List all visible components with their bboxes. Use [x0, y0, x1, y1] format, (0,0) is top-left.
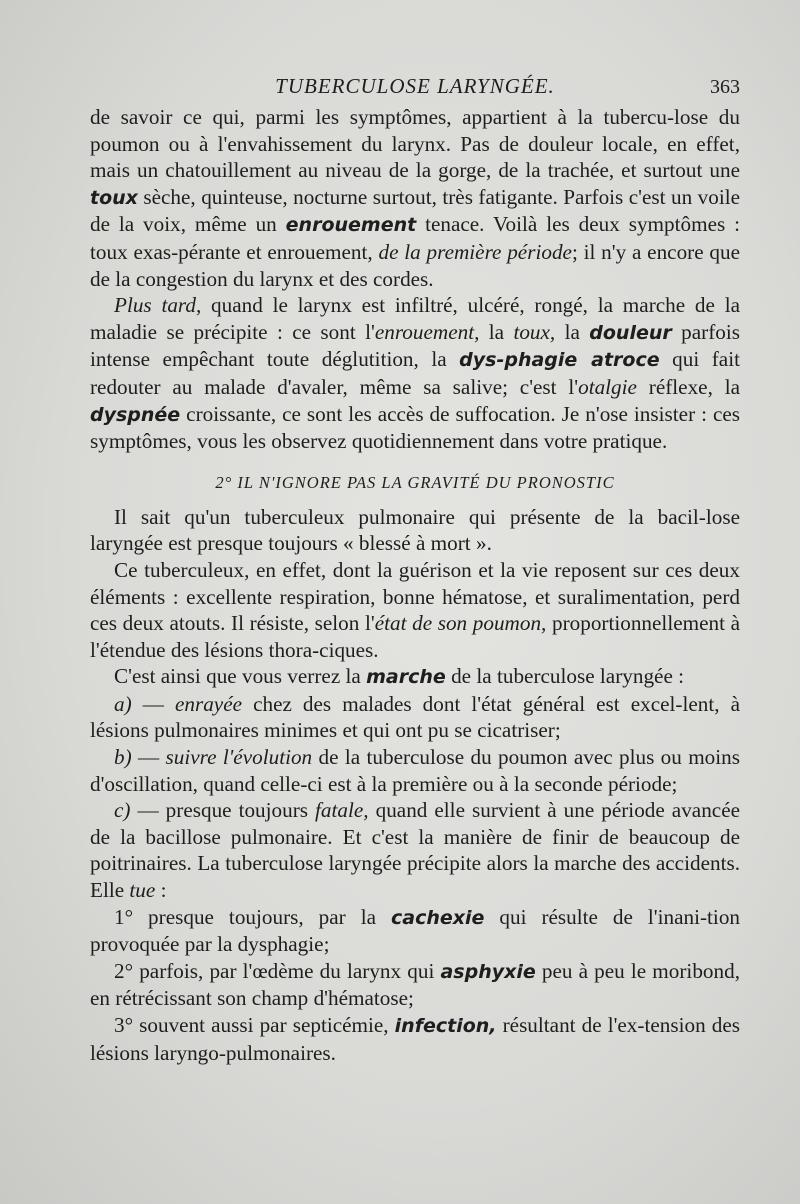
text-run: de savoir ce qui, parmi les symptômes, appartient à la tubercu-lose du poumon ou à l'envahissement du larynx. Pas de douleur locale, en effet, mais un chatouillement au niveau de la gorge, de la trachée, et surtout une — [90, 105, 740, 183]
list-item-2 — [90, 958, 740, 1012]
paragraph-1 — [90, 104, 740, 292]
text-run: croissante, ce sont les accès de suffocation. Je n'ose insister : ces symptômes, vous les observez quotidiennement dans votre pratique. — [90, 401, 740, 454]
list-item-c — [90, 797, 740, 903]
text-run: : — [155, 878, 167, 903]
emphasis-douleur: douleur — [589, 321, 672, 344]
italic-tue: tue — [129, 878, 156, 903]
text-run: de la tuberculose laryngée : — [445, 664, 685, 689]
list-marker: c) — [114, 798, 131, 823]
text-run: 2° parfois, par l'œdème du larynx qui — [114, 958, 441, 983]
emphasis-infection: infection, — [394, 1015, 497, 1037]
list-item-b — [90, 744, 740, 797]
paragraph-5 — [90, 663, 740, 691]
paragraph-4 — [90, 557, 740, 663]
emphasis-dysphagie-atroce: dys-phagie atroce — [459, 349, 660, 372]
text-run: — — [131, 691, 175, 716]
emphasis-dyspnee: dyspnée — [90, 403, 181, 426]
text-run: ; il n'y a encore que de la congestion du larynx et des cordes. — [90, 239, 741, 291]
text-run: 3° souvent aussi par septicémie, — [114, 1013, 395, 1037]
italic-toux: toux, — [513, 319, 556, 344]
italic-suivre-evolution: suivre l'évolution — [165, 745, 313, 770]
emphasis-enrouement: enrouement — [285, 214, 417, 237]
text-run: 1° presque toujours, par la — [114, 904, 391, 929]
italic-otalgie: otalgie — [578, 374, 637, 399]
paragraph-3: Il sait qu'un tuberculeux pulmonaire qui présente de la bacil-lose laryngée est presque toujours « blessé à mort ». — [90, 504, 740, 556]
running-title: TUBERCULOSE LARYNGÉE. — [275, 74, 555, 98]
text-run: quand elle survient à une période avancée de la bacillose pulmonaire. Et c'est la manière de finir de beaucoup de poitrinaires. La tuberculose laryngée précipite alors la marche des accidents. Elle — [90, 798, 740, 903]
section-subheading: 2° IL N'IGNORE PAS LA GRAVITÉ DU PRONOSTIC — [215, 472, 615, 492]
list-item-1 — [90, 904, 740, 958]
text-run: de la tuberculose du poumon avec plus ou moins d'oscillation, quand celle-ci est à la première ou à la seconde période; — [90, 745, 740, 796]
text-run: tenace. Voilà les deux symptômes : toux exas-pérante et enrouement, — [90, 212, 741, 264]
emphasis-cachexie: cachexie — [391, 906, 485, 929]
text-run: résultant de l'ex-tension des lésions laryngo-pulmonaires. — [90, 1013, 740, 1065]
emphasis-toux: toux — [90, 186, 138, 209]
text-run: peu à peu le moribond, en rétrécissant son champ d'hématose; — [90, 958, 740, 1011]
text-run: quand le larynx est infiltré, ulcéré, rongé, la marche de la maladie se précipite : ce sont l' — [90, 293, 740, 344]
list-item-a — [90, 691, 740, 744]
paragraph-2 — [90, 292, 740, 455]
emphasis-marche: marche — [366, 666, 446, 689]
text-run: qui résulte de l'inani-tion provoquée par la dysphagie; — [90, 904, 741, 957]
text-run: proportionnellement à l'étendue des lésions thora-ciques. — [90, 611, 740, 662]
emphasis-asphyxie: asphyxie — [440, 960, 536, 983]
text-run: chez des malades dont l'état général est excel-lent, à lésions pulmonaires minimes et qui ont pu se cicatriser; — [90, 691, 740, 743]
list-marker: a) — [114, 691, 132, 716]
text-run: Ce tuberculeux, en effet, dont la guérison et la vie reposent sur ces deux éléments : excellente respiration, bonne hématose, et suralimentation, perd ces deux atouts. Il résiste, selon l' — [90, 557, 740, 636]
text-run: parfois intense empêchant toute déglutition, la — [90, 319, 740, 372]
text-run: — presque toujours — [130, 798, 316, 823]
page-number: 363 — [710, 76, 740, 98]
text-run: C'est ainsi que vous verrez la — [114, 664, 367, 689]
text-run: — — [131, 745, 166, 770]
text-run: la — [479, 319, 514, 344]
italic-enrouement: enrouement, — [374, 319, 480, 344]
list-marker: b) — [114, 745, 132, 770]
text-run: sèche, quinteuse, nocturne surtout, très fatigante. Parfois c'est un voile de la voix, même un — [90, 184, 740, 237]
italic-premiere-periode: de la première période — [378, 239, 572, 264]
italic-etat-poumon: état de son poumon, — [374, 611, 547, 636]
text-run: la — [555, 319, 590, 344]
italic-enrayee: enrayée — [174, 691, 243, 716]
italic-fatale: fatale, — [315, 798, 369, 823]
text-run: qui fait redouter au malade d'avaler, même sa salive; c'est l' — [90, 347, 740, 399]
italic-plus-tard: Plus tard, — [114, 293, 202, 318]
text-run: réflexe, la — [636, 374, 740, 399]
running-header — [90, 74, 740, 102]
list-item-3 — [90, 1012, 740, 1066]
body-text — [90, 104, 740, 1066]
